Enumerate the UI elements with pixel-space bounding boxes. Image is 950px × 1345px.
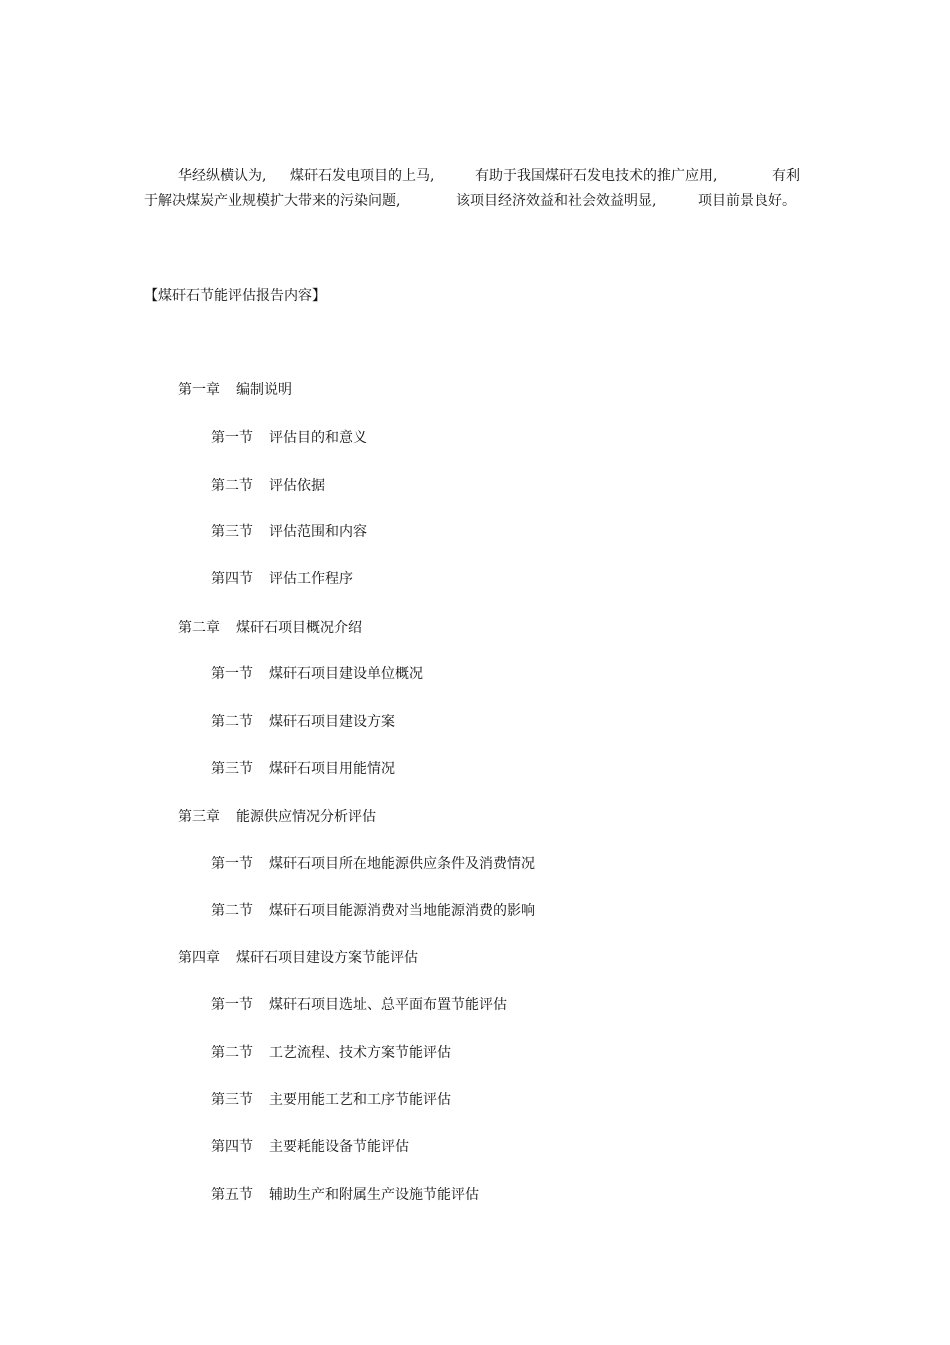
intro-line2-seg2: 该项目经济效益和社会效益明显, (456, 193, 657, 209)
toc-section (211, 1091, 451, 1109)
toc-title: 主要用能工艺和工序节能评估 (269, 1092, 451, 1108)
intro-line1-seg2: 煤矸石发电项目的上马, (290, 168, 435, 184)
toc-section (211, 996, 507, 1014)
toc-number: 第三节 (211, 1092, 253, 1108)
toc-section (211, 523, 367, 541)
toc-title: 煤矸石项目建设单位概况 (269, 666, 423, 682)
toc-section (211, 1138, 409, 1156)
toc-title: 煤矸石项目选址、总平面布置节能评估 (269, 997, 507, 1013)
intro-line1-seg1: 华经纵横认为, (178, 168, 267, 184)
intro-line1-seg4: 有利 (772, 168, 800, 184)
toc-number: 第二节 (211, 903, 253, 919)
toc-number: 第二节 (211, 1045, 253, 1061)
toc-section (211, 1186, 479, 1204)
toc-section (211, 760, 395, 778)
toc-number: 第二节 (211, 478, 253, 494)
toc-section (211, 570, 353, 588)
toc-title: 能源供应情况分析评估 (236, 809, 376, 825)
toc-number: 第五节 (211, 1187, 253, 1203)
toc-title: 煤矸石项目用能情况 (269, 761, 395, 777)
section-heading: 【煤矸石节能评估报告内容】 (144, 288, 326, 304)
intro-line2-seg1: 于解决煤炭产业规模扩大带来的污染问题, (144, 193, 401, 209)
toc-title: 评估目的和意义 (269, 430, 367, 446)
toc-chapter-3 (178, 808, 376, 826)
toc-title: 主要耗能设备节能评估 (269, 1139, 409, 1155)
toc-number: 第四章 (178, 950, 220, 966)
toc-title: 工艺流程、技术方案节能评估 (269, 1045, 451, 1061)
toc-number: 第一节 (211, 430, 253, 446)
toc-section (211, 477, 325, 495)
intro-line1-seg3: 有助于我国煤矸石发电技术的推广应用, (475, 168, 718, 184)
toc-title: 煤矸石项目建设方案 (269, 714, 395, 730)
toc-section (211, 855, 535, 873)
toc-section (211, 713, 395, 731)
toc-number: 第一章 (178, 382, 220, 398)
toc-chapter-1 (178, 381, 292, 399)
toc-number: 第二章 (178, 620, 220, 636)
toc-number: 第二节 (211, 714, 253, 730)
toc-title: 煤矸石项目所在地能源供应条件及消费情况 (269, 856, 535, 872)
toc-title: 评估范围和内容 (269, 524, 367, 540)
toc-title: 编制说明 (236, 382, 292, 398)
toc-section (211, 429, 367, 447)
toc-number: 第一节 (211, 997, 253, 1013)
toc-number: 第三节 (211, 761, 253, 777)
toc-number: 第三章 (178, 809, 220, 825)
toc-title: 评估依据 (269, 478, 325, 494)
toc-title: 评估工作程序 (269, 571, 353, 587)
toc-section (211, 1044, 451, 1062)
toc-title: 煤矸石项目能源消费对当地能源消费的影响 (269, 903, 535, 919)
toc-chapter-2 (178, 619, 362, 637)
toc-number: 第三节 (211, 524, 253, 540)
toc-section (211, 902, 535, 920)
toc-title: 辅助生产和附属生产设施节能评估 (269, 1187, 479, 1203)
toc-section (211, 665, 423, 683)
toc-number: 第一节 (211, 856, 253, 872)
toc-number: 第四节 (211, 1139, 253, 1155)
intro-line2-seg3: 项目前景良好。 (698, 193, 796, 209)
toc-number: 第四节 (211, 571, 253, 587)
toc-title: 煤矸石项目建设方案节能评估 (236, 950, 418, 966)
toc-title: 煤矸石项目概况介绍 (236, 620, 362, 636)
toc-chapter-4 (178, 949, 418, 967)
toc-number: 第一节 (211, 666, 253, 682)
